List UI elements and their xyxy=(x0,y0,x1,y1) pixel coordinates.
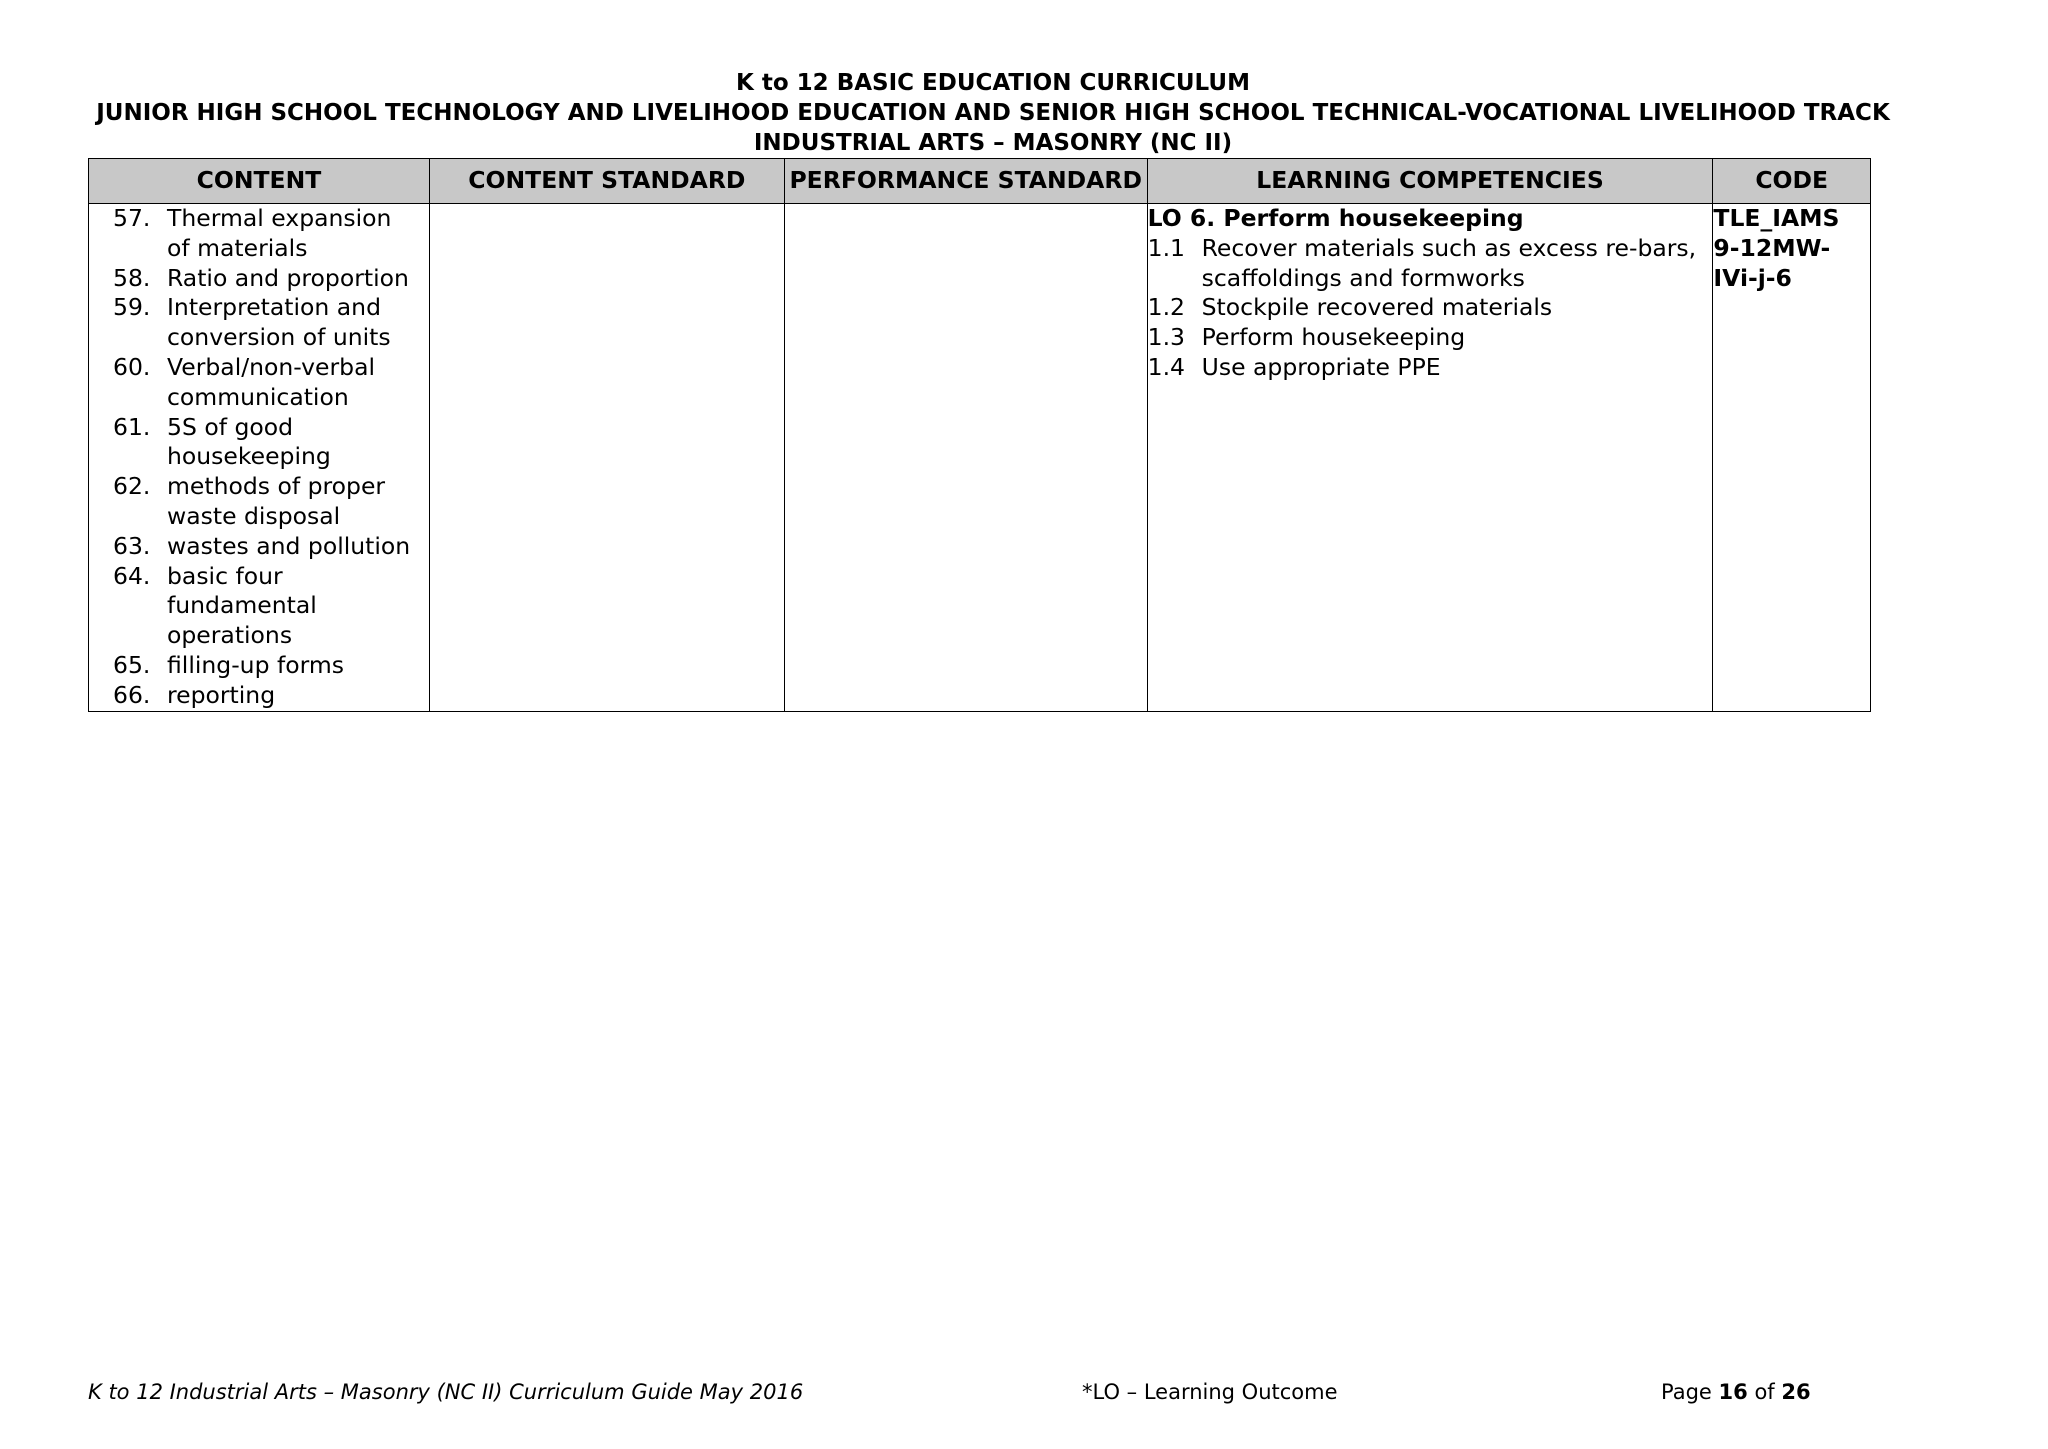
code-cell xyxy=(1713,204,1871,712)
competency-item xyxy=(1148,353,1713,383)
competency-number: 1.1 xyxy=(1147,233,1186,262)
column-header-learning-competencies: LEARNING COMPETENCIES xyxy=(1147,159,1713,204)
content-item-text: 5S of good housekeeping xyxy=(167,412,331,471)
competency-number: 1.3 xyxy=(1147,323,1186,352)
competency-number: 1.2 xyxy=(1147,293,1186,322)
content-item-text: filling-up forms xyxy=(167,650,344,679)
content-item-number: 65. xyxy=(113,650,151,679)
header-line-2: JUNIOR HIGH SCHOOL TECHNOLOGY AND LIVELIHOOD EDUCATION AND SENIOR HIGH SCHOOL TECHNICAL-VOCATIONAL LIVELIHOOD TRACK xyxy=(96,100,1890,126)
competency-text: Perform housekeeping xyxy=(1201,323,1466,352)
content-item-number: 59. xyxy=(113,293,151,322)
learning-competencies-cell xyxy=(1147,204,1713,712)
competency-text: Recover materials such as excess re-bars, scaffoldings and formworks xyxy=(1201,233,1697,292)
content-item xyxy=(89,204,429,264)
content-cell xyxy=(89,204,430,712)
footer-lo-note: *LO – Learning Outcome xyxy=(1082,1380,1338,1404)
content-item-text: Verbal/non-verbal communication xyxy=(167,352,376,411)
content-standard-cell xyxy=(429,204,784,712)
learning-outcome-title: LO 6. Perform housekeeping xyxy=(1147,204,1524,232)
page-prefix: Page xyxy=(1661,1380,1712,1404)
code-line-1: TLE_IAMS xyxy=(1713,204,1840,232)
content-item xyxy=(89,264,429,294)
content-item-text: Thermal expansion of materials xyxy=(167,204,392,262)
content-item-text: wastes and pollution xyxy=(167,531,411,560)
column-header-performance-standard: PERFORMANCE STANDARD xyxy=(784,159,1147,204)
content-item-number: 64. xyxy=(113,561,151,590)
page-of: of xyxy=(1754,1380,1775,1404)
column-header-content-standard: CONTENT STANDARD xyxy=(429,159,784,204)
content-item xyxy=(89,651,429,681)
document-header xyxy=(88,68,1898,158)
content-item-text: reporting xyxy=(167,680,276,709)
code-line-3: IVi-j-6 xyxy=(1713,263,1792,292)
page-current: 16 xyxy=(1718,1380,1748,1404)
content-item xyxy=(89,562,429,651)
content-item-number: 62. xyxy=(113,472,151,501)
content-item-text: methods of proper waste disposal xyxy=(167,472,386,530)
content-item xyxy=(89,353,429,413)
competency-text: Use appropriate PPE xyxy=(1201,352,1441,381)
content-item-number: 57. xyxy=(113,204,151,232)
content-item xyxy=(89,681,429,711)
table-row xyxy=(89,204,1871,712)
content-item-number: 60. xyxy=(113,352,151,381)
content-item-number: 58. xyxy=(113,263,151,292)
column-header-code: CODE xyxy=(1713,159,1871,204)
code-line-2: 9-12MW- xyxy=(1713,233,1831,262)
curriculum-table xyxy=(88,158,1871,712)
page-total: 26 xyxy=(1781,1380,1811,1404)
content-item-number: 66. xyxy=(113,680,151,709)
column-header-content: CONTENT xyxy=(89,159,430,204)
header-line-1: K to 12 BASIC EDUCATION CURRICULUM xyxy=(736,70,1250,96)
content-item-number: 61. xyxy=(113,412,151,441)
content-item-text: Ratio and proportion xyxy=(167,263,409,292)
content-item-text: basic four fundamental operations xyxy=(167,561,317,650)
content-item-number: 63. xyxy=(113,531,151,560)
performance-standard-cell xyxy=(784,204,1147,712)
competency-text: Stockpile recovered materials xyxy=(1201,293,1553,322)
competency-number: 1.4 xyxy=(1147,352,1186,381)
header-line-3: INDUSTRIAL ARTS – MASONRY (NC II) xyxy=(753,130,1233,156)
footer-page-number xyxy=(1661,1380,1811,1404)
competency-item xyxy=(1148,293,1713,323)
content-item xyxy=(89,293,429,353)
content-item xyxy=(89,472,429,532)
content-item-text: Interpretation and conversion of units xyxy=(167,293,391,352)
content-item xyxy=(89,413,429,473)
footer-guide-title: K to 12 Industrial Arts – Masonry (NC II) Curriculum Guide May 2016 xyxy=(88,1380,804,1404)
competency-item xyxy=(1148,323,1713,353)
competency-item xyxy=(1148,234,1713,294)
table-header-row xyxy=(89,159,1871,204)
content-item xyxy=(89,532,429,562)
